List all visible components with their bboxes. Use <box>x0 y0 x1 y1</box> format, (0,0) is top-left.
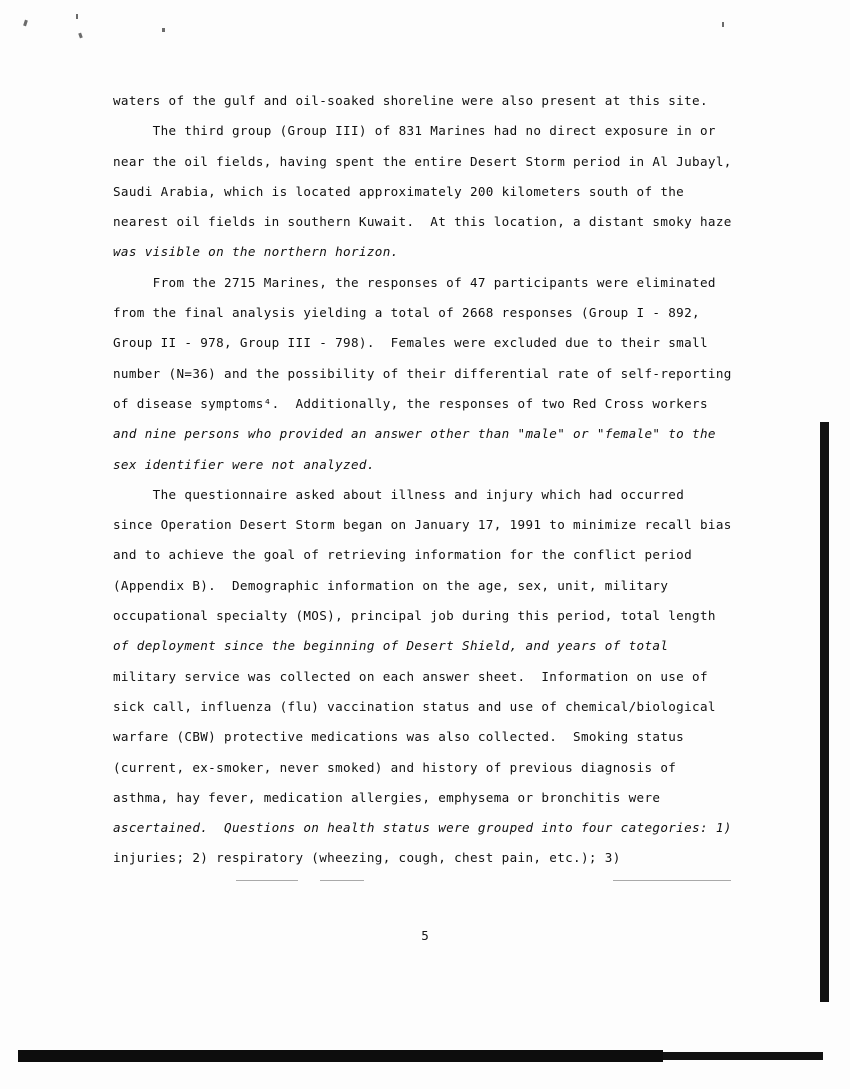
scan-speck <box>23 20 28 27</box>
body-line: since Operation Desert Storm began on January 17, 1991 to minimize recall bias <box>113 517 732 533</box>
scan-speck <box>162 28 165 32</box>
body-line: near the oil fields, having spent the entire Desert Storm period in Al Jubayl, <box>113 153 732 169</box>
body-line: number (N=36) and the possibility of their differential rate of self-reporting <box>113 365 732 381</box>
body-line: From the 2715 Marines, the responses of 47 participants were eliminated <box>113 274 716 290</box>
body-line: The questionnaire asked about illness and injury which had occurred <box>113 486 685 502</box>
scan-speck <box>722 22 724 27</box>
document-body <box>113 86 758 874</box>
body-line: from the final analysis yielding a total of 2668 responses (Group I - 892, <box>113 305 700 321</box>
body-line: ascertained. Questions on health status were grouped into four categories: 1) <box>113 820 732 836</box>
body-line: and to achieve the goal of retrieving information for the conflict period <box>113 547 693 563</box>
scan-smudge <box>236 880 298 881</box>
body-line: military service was collected on each answer sheet. Information on use of <box>113 668 708 684</box>
scan-edge-bar-bottom <box>18 1050 663 1062</box>
body-line: (Appendix B). Demographic information on the age, sex, unit, military <box>113 577 669 593</box>
body-line: asthma, hay fever, medication allergies, emphysema or bronchitis were <box>113 789 661 805</box>
body-line: nearest oil fields in southern Kuwait. At this location, a distant smoky haze <box>113 214 732 230</box>
body-line: The third group (Group III) of 831 Marines had no direct exposure in or <box>113 123 716 139</box>
body-line: Group II - 978, Group III - 798). Females were excluded due to their small <box>113 335 708 351</box>
scan-smudge <box>320 880 364 881</box>
scan-edge-bar-bottom-right <box>663 1052 823 1060</box>
body-line: occupational specialty (MOS), principal job during this period, total length <box>113 608 716 624</box>
body-line: injuries; 2) respiratory (wheezing, cough, chest pain, etc.); 3) <box>113 850 621 866</box>
body-line: warfare (CBW) protective medications was also collected. Smoking status <box>113 729 685 745</box>
scan-speck <box>78 33 83 39</box>
body-line: was visible on the northern horizon. <box>113 244 399 260</box>
body-line: and nine persons who provided an answer other than "male" or "female" to the <box>113 426 716 442</box>
body-line: sex identifier were not analyzed. <box>113 456 375 472</box>
body-line: Saudi Arabia, which is located approximately 200 kilometers south of the <box>113 183 685 199</box>
body-line: sick call, influenza (flu) vaccination status and use of chemical/biological <box>113 698 716 714</box>
body-line: waters of the gulf and oil-soaked shoreline were also present at this site. <box>113 93 708 108</box>
body-line: of deployment since the beginning of Desert Shield, and years of total <box>113 638 669 654</box>
body-line: (current, ex-smoker, never smoked) and history of previous diagnosis of <box>113 759 677 775</box>
scan-edge-bar-right <box>820 422 829 1002</box>
page-number: 5 <box>421 928 429 943</box>
body-line: of disease symptoms⁴. Additionally, the responses of two Red Cross workers <box>113 395 708 411</box>
scan-smudge <box>613 880 731 881</box>
scan-speck <box>76 14 78 19</box>
